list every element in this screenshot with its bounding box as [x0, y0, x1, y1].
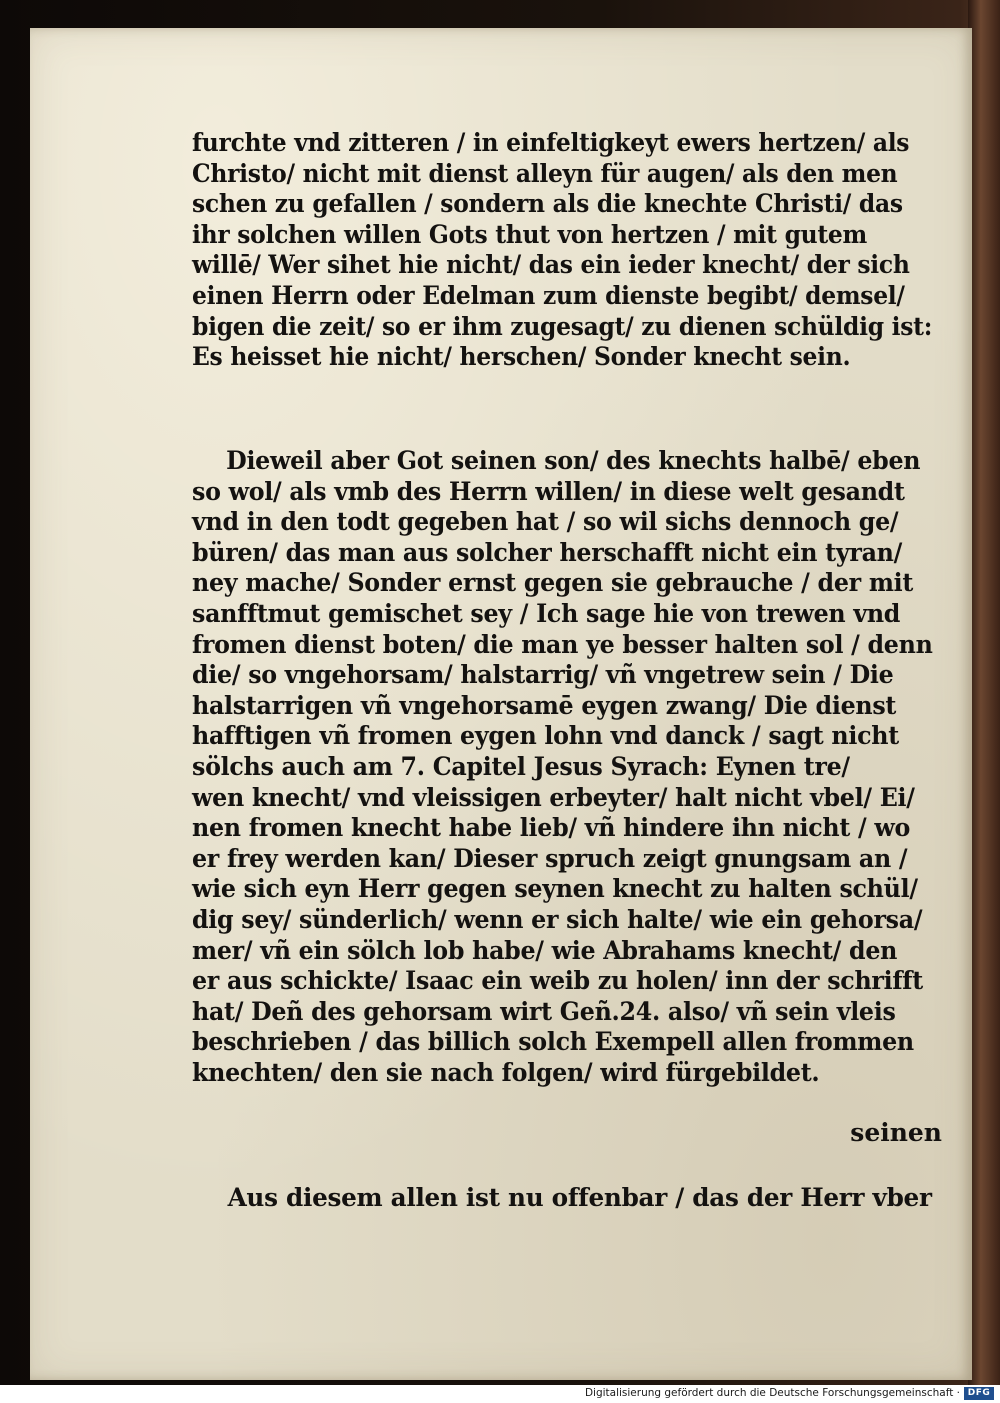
- text-line: einen Herrn oder Edelman zum dienste begibt/ demsel/: [192, 280, 905, 310]
- text-line: sanfftmut gemischet sey / Ich sage hie von trewen vnd: [192, 598, 901, 628]
- text-line: ihr solchen willen Gots thut von hertzen / mit gutem: [192, 219, 868, 249]
- text-line: willē/ Wer sihet hie nicht/ das ein ieder knecht/ der sich: [192, 250, 910, 280]
- text-line: Christo/ nicht mit dienst alleyn für augen/ als den men: [192, 158, 898, 188]
- text-line: dig sey/ sünderlich/ wenn er sich halte/ wie ein gehorsa/: [192, 904, 923, 934]
- text-line: vnd in den todt gegeben hat / so wil sichs dennoch ge/: [192, 507, 899, 537]
- text-line: Dieweil aber Got seinen son/ des knechts halbē/ eben: [226, 446, 921, 475]
- text-line: so wol/ als vmb des Herrn willen/ in diese welt gesandt: [192, 476, 905, 506]
- text-line: wie sich eyn Herr gegen seynen knecht zu halten schül/: [192, 874, 918, 904]
- text-line: knechten/ den sie nach folgen/ wird fürgebildet.: [192, 1057, 820, 1087]
- text-line: fromen dienst boten/ die man ye besser halten sol / denn: [192, 629, 933, 659]
- text-line: nen fromen knecht habe lieb/ vñ hindere ihn nicht / wo: [192, 813, 911, 843]
- text-line: er aus schickte/ Isaac ein weib zu holen/ inn der schrifft: [192, 966, 923, 996]
- paragraph-2: [192, 446, 972, 1088]
- text-line: furchte vnd zitteren / in einfeltigkeyt ewers hertzen/ als: [192, 128, 910, 157]
- text-line: schen zu gefallen / sondern als die knechte Christi/ das: [192, 189, 903, 219]
- text-line: hat/ Deñ des gehorsam wirt Geñ.24. also/ vñ sein vleis: [192, 996, 896, 1026]
- catchword: seinen: [850, 1118, 942, 1147]
- paragraph-3: [192, 1183, 941, 1214]
- text-line: ney mache/ Sonder ernst gegen sie gebrauche / der mit: [192, 568, 914, 598]
- dfg-logo: DFG: [964, 1387, 994, 1400]
- footer-credit: Digitalisierung gefördert durch die Deutsche Forschungsgemeinschaft ·: [584, 1387, 960, 1399]
- text-line: die/ so vngehorsam/ halstarrig/ vñ vngetrew sein / Die: [192, 660, 894, 690]
- text-line: halstarrigen vñ vngehorsamē eygen zwang/ Die dienst: [192, 690, 897, 720]
- text-line: Aus diesem allen ist nu offenbar / das der Herr vber: [227, 1183, 932, 1212]
- text-line: mer/ vñ ein sölch lob habe/ wie Abrahams knecht/ den: [192, 935, 898, 965]
- text-line: er frey werden kan/ Dieser spruch zeigt gnungsam an /: [192, 843, 908, 873]
- paragraph-1: [192, 128, 983, 373]
- text-line: sölchs auch am 7. Capitel Jesus Syrach: Eynen tre/: [192, 751, 850, 781]
- text-line: bigen die zeit/ so er ihm zugesagt/ zu dienen schüldig ist:: [192, 311, 933, 341]
- text-line: büren/ das man aus solcher herschafft nicht ein tyran/: [192, 537, 903, 567]
- text-line: beschrieben / das billich solch Exempell allen frommen: [192, 1027, 914, 1057]
- book-page: [30, 28, 972, 1380]
- text-line: wen knecht/ vnd vleissigen erbeyter/ halt nicht vbel/ Ei/: [192, 782, 915, 812]
- text-line: Es heisset hie nicht/ herschen/ Sonder knecht sein.: [192, 342, 851, 372]
- text-line: hafftigen vñ fromen eygen lohn vnd danck / sagt nicht: [192, 721, 899, 751]
